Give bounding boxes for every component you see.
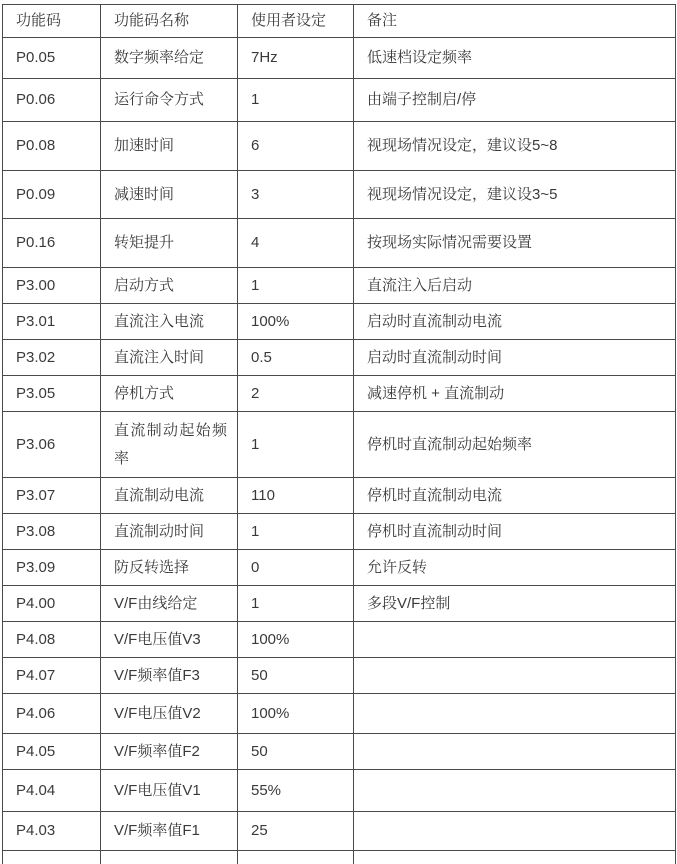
table-row <box>3 586 676 622</box>
function-code-cell: P4.00 <box>3 586 101 622</box>
table-header <box>3 5 676 38</box>
remark-cell: 多段V/F控制 <box>354 586 676 622</box>
remark-cell <box>354 658 676 694</box>
function-code-cell: P3.00 <box>3 268 101 304</box>
remark-cell <box>354 694 676 734</box>
function-code-cell: P4.06 <box>3 694 101 734</box>
function-name-cell: 加速时间 <box>101 122 238 171</box>
user-setting-cell <box>238 851 354 864</box>
function-code-cell: P4.03 <box>3 812 101 851</box>
next-row-partial <box>3 851 676 864</box>
table-row <box>3 79 676 122</box>
function-code-cell: P0.05 <box>3 38 101 79</box>
col-header-user-setting: 使用者设定 <box>238 5 354 38</box>
remark-cell: 视现场情况设定，建议设5~8 <box>354 122 676 171</box>
function-code-cell: P3.08 <box>3 514 101 550</box>
function-name-cell: 直流注入电流 <box>101 304 238 340</box>
function-name-cell: 数字频率给定 <box>101 38 238 79</box>
user-setting-cell: 4 <box>238 219 354 268</box>
remark-cell <box>354 770 676 812</box>
table-row <box>3 412 676 478</box>
function-code-cell: P0.08 <box>3 122 101 171</box>
remark-cell: 停机时直流制动时间 <box>354 514 676 550</box>
function-code-cell: P4.07 <box>3 658 101 694</box>
function-name-cell: V/F电压值V2 <box>101 694 238 734</box>
col-header-function-code: 功能码 <box>3 5 101 38</box>
table-row <box>3 812 676 851</box>
user-setting-cell: 50 <box>238 734 354 770</box>
table-row <box>3 268 676 304</box>
user-setting-cell: 110 <box>238 478 354 514</box>
function-name-cell: V/F频率值F3 <box>101 658 238 694</box>
user-setting-cell: 3 <box>238 171 354 219</box>
function-code-cell: P3.01 <box>3 304 101 340</box>
function-name-cell: V/F频率值F2 <box>101 734 238 770</box>
remark-cell <box>354 622 676 658</box>
function-name-cell: 减速时间 <box>101 171 238 219</box>
table-row <box>3 219 676 268</box>
user-setting-cell: 7Hz <box>238 38 354 79</box>
function-name-cell: V/F由线给定 <box>101 586 238 622</box>
function-code-cell: P3.02 <box>3 340 101 376</box>
user-setting-cell: 25 <box>238 812 354 851</box>
function-name-cell: V/F频率值F1 <box>101 812 238 851</box>
table-row <box>3 658 676 694</box>
remark-cell <box>354 812 676 851</box>
function-name-cell: 转矩提升 <box>101 219 238 268</box>
table-row <box>3 514 676 550</box>
function-code-cell: P4.05 <box>3 734 101 770</box>
header-row <box>3 5 676 38</box>
remark-cell: 停机时直流制动电流 <box>354 478 676 514</box>
user-setting-cell: 100% <box>238 622 354 658</box>
remark-cell: 启动时直流制动电流 <box>354 304 676 340</box>
function-code-cell: P3.05 <box>3 376 101 412</box>
col-header-remark: 备注 <box>354 5 676 38</box>
function-name-cell: V/F电压值V3 <box>101 622 238 658</box>
remark-cell: 直流注入后启动 <box>354 268 676 304</box>
function-name-cell <box>101 851 238 864</box>
function-name-cell: 直流制动起始频率 <box>101 412 238 478</box>
user-setting-cell: 0 <box>238 550 354 586</box>
function-code-cell: P0.16 <box>3 219 101 268</box>
user-setting-cell: 100% <box>238 304 354 340</box>
vfd-parameter-table <box>2 4 676 864</box>
user-setting-cell: 2 <box>238 376 354 412</box>
table-row <box>3 171 676 219</box>
remark-cell <box>354 734 676 770</box>
function-name-cell: V/F电压值V1 <box>101 770 238 812</box>
table-row <box>3 478 676 514</box>
remark-cell: 由端子控制启/停 <box>354 79 676 122</box>
user-setting-cell: 1 <box>238 79 354 122</box>
function-name-cell: 停机方式 <box>101 376 238 412</box>
remark-cell: 按现场实际情况需要设置 <box>354 219 676 268</box>
user-setting-cell: 0.5 <box>238 340 354 376</box>
remark-cell <box>354 851 676 864</box>
remark-cell: 视现场情况设定，建议设3~5 <box>354 171 676 219</box>
remark-cell: 低速档设定频率 <box>354 38 676 79</box>
remark-cell: 启动时直流制动时间 <box>354 340 676 376</box>
user-setting-cell: 1 <box>238 586 354 622</box>
user-setting-cell: 6 <box>238 122 354 171</box>
function-code-cell: P0.09 <box>3 171 101 219</box>
function-name-cell: 启动方式 <box>101 268 238 304</box>
table-row <box>3 376 676 412</box>
function-code-cell: P3.09 <box>3 550 101 586</box>
user-setting-cell: 1 <box>238 412 354 478</box>
user-setting-cell: 55% <box>238 770 354 812</box>
function-code-cell: P0.06 <box>3 79 101 122</box>
table-row <box>3 122 676 171</box>
function-code-cell <box>3 851 101 864</box>
table-row <box>3 340 676 376</box>
table-row <box>3 304 676 340</box>
function-code-cell: P3.06 <box>3 412 101 478</box>
function-code-cell: P4.08 <box>3 622 101 658</box>
table-row <box>3 550 676 586</box>
function-name-cell: 直流制动时间 <box>101 514 238 550</box>
table-row <box>3 734 676 770</box>
function-name-cell: 运行命令方式 <box>101 79 238 122</box>
remark-cell: 减速停机 + 直流制动 <box>354 376 676 412</box>
user-setting-cell: 1 <box>238 514 354 550</box>
table-body <box>3 38 676 864</box>
remark-cell: 停机时直流制动起始频率 <box>354 412 676 478</box>
table-row <box>3 694 676 734</box>
function-code-cell: P3.07 <box>3 478 101 514</box>
user-setting-cell: 50 <box>238 658 354 694</box>
table-row <box>3 770 676 812</box>
col-header-function-name: 功能码名称 <box>101 5 238 38</box>
user-setting-cell: 1 <box>238 268 354 304</box>
table-row <box>3 622 676 658</box>
function-name-cell: 直流制动电流 <box>101 478 238 514</box>
user-setting-cell: 100% <box>238 694 354 734</box>
table-row <box>3 38 676 79</box>
function-name-cell: 防反转选择 <box>101 550 238 586</box>
remark-cell: 允许反转 <box>354 550 676 586</box>
function-name-cell: 直流注入时间 <box>101 340 238 376</box>
function-code-cell: P4.04 <box>3 770 101 812</box>
